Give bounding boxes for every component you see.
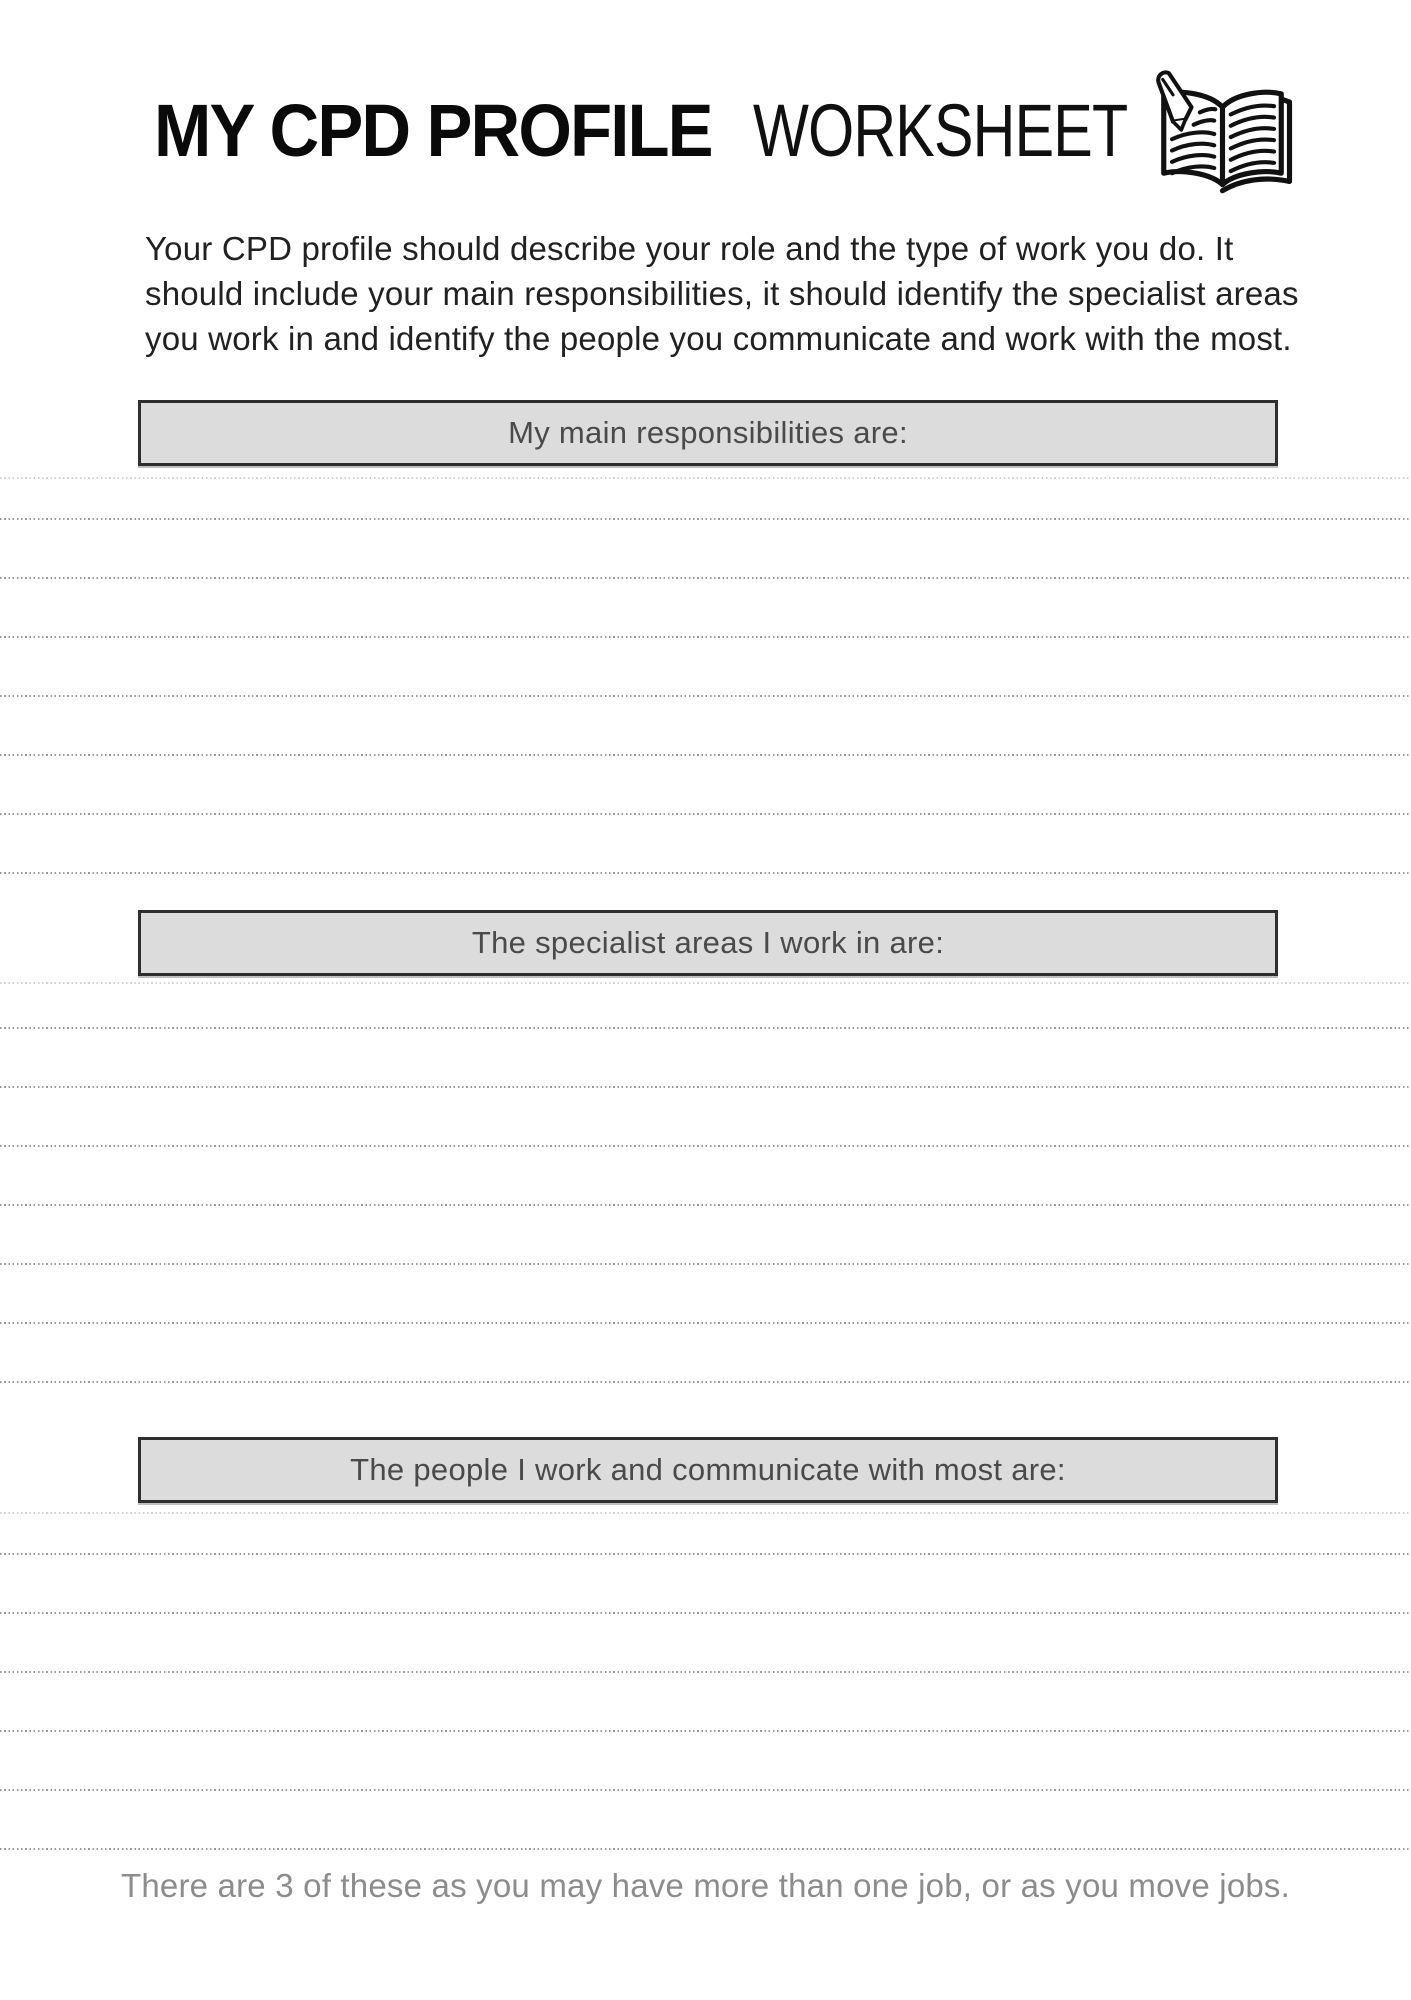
ruled-line xyxy=(0,1381,1411,1383)
ruled-line-faint xyxy=(0,477,1411,479)
ruled-line-faint xyxy=(0,1512,1411,1514)
ruled-line xyxy=(0,1027,1411,1029)
section-heading-label: My main responsibilities are: xyxy=(508,415,908,450)
footer-note: There are 3 of these as you may have more than one job, or as you move jobs. xyxy=(120,1867,1290,1904)
ruled-line xyxy=(0,1322,1411,1324)
intro-line: Your CPD profile should describe your role and the type of work you do. It xyxy=(145,230,1234,267)
section-heading-specialist-areas xyxy=(138,910,1278,976)
page-title-primary: MY CPD PROFILE xyxy=(154,89,712,172)
ruled-line xyxy=(0,1612,1411,1614)
ruled-line xyxy=(0,1086,1411,1088)
ruled-line xyxy=(0,1789,1411,1791)
ruled-line xyxy=(0,1204,1411,1206)
ruled-line xyxy=(0,636,1411,638)
ruled-line xyxy=(0,1730,1411,1732)
section-heading-people-communicate xyxy=(138,1437,1278,1503)
ruled-line xyxy=(0,695,1411,697)
ruled-line xyxy=(0,813,1411,815)
ruled-line xyxy=(0,1848,1411,1850)
ruled-line xyxy=(0,1263,1411,1265)
ruled-line xyxy=(0,577,1411,579)
ruled-line xyxy=(0,872,1411,874)
ruled-line xyxy=(0,1553,1411,1555)
section-heading-label: The people I work and communicate with most are: xyxy=(350,1452,1066,1487)
ruled-line xyxy=(0,1671,1411,1673)
book-pen-icon xyxy=(1150,66,1295,200)
ruled-line xyxy=(0,754,1411,756)
ruled-line-faint xyxy=(0,982,1411,984)
intro-line: you work in and identify the people you communicate and work with the most. xyxy=(145,320,1292,357)
ruled-line xyxy=(0,1145,1411,1147)
page-title-secondary: WORKSHEET xyxy=(753,89,1128,172)
intro-paragraph xyxy=(145,226,1325,361)
section-heading-label: The specialist areas I work in are: xyxy=(471,925,945,960)
ruled-line xyxy=(0,518,1411,520)
intro-line: should include your main responsibilities, it should identify the specialist areas xyxy=(145,275,1299,312)
section-heading-main-responsibilities xyxy=(138,400,1278,466)
